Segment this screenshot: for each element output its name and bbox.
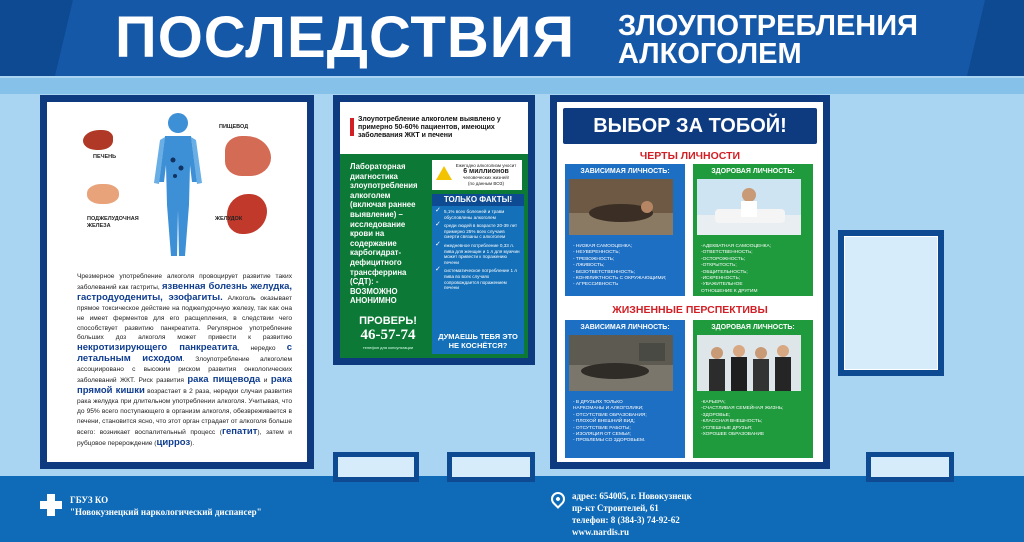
- dependent-life-photo: [569, 335, 673, 391]
- lab-diagnostics-text: Лабораторная диагностика злоупотребления алкоголем (включая раннее выявление) – исследование крови на содержание карбогидрат-дефицитного трансферрина (CДТ): - ВОЗМОЖНО АНОНИМНО: [350, 162, 418, 306]
- dependent-person-photo: [569, 179, 673, 235]
- medical-cross-icon: [40, 494, 62, 516]
- text-part: и: [260, 377, 271, 385]
- subtitle-line-2: АЛКОГОЛЕМ: [618, 38, 802, 70]
- subtitle-line-1: ЗЛОУПОТРЕБЛЕНИЯ: [618, 10, 918, 42]
- text-part: ).: [190, 439, 195, 447]
- text-part: Чрезмерное употребление алкоголя провоцирует развитие таких заболеваний как гастриты,: [77, 273, 292, 291]
- label-pancreas-2: ЖЕЛЕЗА: [87, 223, 111, 229]
- stat-post: человеческих жизней!: [463, 175, 509, 180]
- life-item: -КЛАССНАЯ ВНЕШНОСТЬ;: [701, 419, 763, 425]
- life-item: -УСПЕШНЫЕ ДРУЗЬЯ;: [701, 425, 753, 431]
- address-line-1: адрес: 654005, г. Новокузнецк: [572, 491, 692, 501]
- red-accent-bar: [350, 118, 354, 136]
- text-highlight: рака прямой кишки: [77, 374, 292, 396]
- trait-item: - ЛЖИВОСТЬ;: [573, 263, 605, 269]
- facts-box: [432, 194, 524, 354]
- life-item: - В ДРУЗЬЯХ ТОЛЬКО: [573, 400, 623, 405]
- life-item: - ПРОБЛЕМЫ СО ЗДОРОВЬЕМ.: [573, 438, 646, 444]
- life-item: - ПЛОХОЙ ВНЕШНИЙ ВИД;: [573, 419, 635, 425]
- fact-item: ✓ 5,1% всех болезней и травм обусловлены алкоголем: [444, 209, 520, 220]
- trait-item: -ОБЩИТЕЛЬНОСТЬ;: [701, 269, 748, 275]
- trait-item: -ОСТОРОЖНОСТЬ;: [701, 256, 746, 262]
- trait-item: - НЕУВЕРЕННОСТЬ;: [573, 250, 620, 256]
- label-esophagus: ПИЩЕВОД: [219, 124, 249, 130]
- poster-choice: [550, 95, 830, 469]
- text-highlight: с летальным исходом: [77, 342, 292, 365]
- life-item: -КАРЬЕРА;: [701, 400, 726, 405]
- choice-title: ВЫБОР ЗА ТОБОЙ!: [563, 108, 817, 144]
- clinic-org-line-2: "Новокузнецкий наркологический диспансер": [70, 507, 262, 517]
- text-highlight: гепатит: [222, 425, 258, 437]
- life-item: -СЧАСТЛИВАЯ СЕМЕЙНАЯ ЖИЗНЬ;: [701, 406, 784, 412]
- poster-diagnostics: [333, 95, 535, 365]
- poster-lead-text: Злоупотребление алкоголем выявлено у примерно 50-60% пациентов, имеющих заболевания ЖКТ и печени: [358, 116, 501, 139]
- life-item: НАРКОМАНЫ И АЛКОГОЛИКИ;: [573, 406, 644, 412]
- healthy-heading: ЗДОРОВАЯ ЛИЧНОСТЬ:: [711, 168, 795, 175]
- healthy-traits-list: [697, 244, 809, 295]
- traits-title: ЧЕРТЫ ЛИЧНОСТИ: [639, 150, 741, 162]
- closing-question: ДУМАЕШЬ ТЕБЯ ЭТО НЕ КОСНЁТСЯ?: [438, 332, 518, 350]
- page-title: ПОСЛЕДСТВИЯ: [115, 5, 576, 70]
- life-item: -ЗДОРОВЬЕ;: [701, 412, 731, 418]
- text-part: ), затем и рубцовое перерождение (: [77, 428, 292, 447]
- text-part: Алкоголь оказывает прямое токсическое действие на поджелудочную железу, так как она не имеет ферментов для его расщепления, в следствии чего способствует развитию панкреатита. Регулярное употребление больших доз алкоголя может привести к развитию: [77, 294, 293, 342]
- life-item: - ИЗОЛЯЦИЯ ОТ СЕМЬИ;: [573, 432, 631, 438]
- dependent-traits-list: [569, 244, 681, 289]
- trait-item: - АГРЕССИВНОСТЬ: [573, 282, 619, 288]
- trait-item: -АДЕКВАТНАЯ САМООЦЕНКА;: [701, 244, 772, 249]
- stomach-illustration: [227, 194, 267, 234]
- label-liver: ПЕЧЕНЬ: [93, 154, 117, 160]
- text-part: возрастает в 2 раза, нередки случаи развития рака желудка при длительном употреблении алкоголя. Учитывая, что до 95% всего поступающего в организм алкоголя, обезвреживается в печени, становится ясно, что этот орган страдает от алкоголя больше всего: возникает воспалительный процесс (: [77, 387, 292, 436]
- life-title: ЖИЗНЕННЫЕ ПЕРСПЕКТИВЫ: [612, 304, 768, 316]
- consultation-phone: 46-57-74: [360, 327, 416, 343]
- warning-triangle-icon: [436, 166, 452, 180]
- clinic-name: [70, 494, 262, 518]
- phone-number: телефон: 8 (384-3) 74-92-62: [572, 515, 680, 525]
- life-item: - ОТСУТСТВИЕ ОБРАЗОВАНИЯ;: [573, 412, 647, 418]
- healthy-person-photo: [697, 179, 801, 235]
- text-highlight: некротизирующего панкреатита: [77, 342, 238, 354]
- header-band: [0, 78, 1024, 94]
- check-callout: ПРОВЕРЬ!: [359, 315, 417, 327]
- trait-item: - ТРЕВОЖНОСТЬ;: [573, 256, 615, 262]
- trait-item: -ОТВЕТСТВЕННОСТЬ;: [701, 250, 753, 256]
- trait-item: -УВАЖИТЕЛЬНОЕ: [701, 282, 743, 288]
- trait-item: - НИЗКАЯ САМООЦЕНКА;: [573, 244, 633, 249]
- trait-item: -ИСКРЕННОСТЬ;: [701, 276, 741, 282]
- dependent-life-box: [565, 320, 685, 458]
- trait-item: - КОНФЛИКТНОСТЬ С ОКРУЖАЮЩИМИ;: [573, 276, 667, 282]
- dependent-traits-box: [565, 164, 685, 296]
- healthy-life-list: [697, 400, 809, 438]
- clinic-org-line-1: ГБУЗ КО: [70, 495, 109, 505]
- trait-item: -ОТКРЫТОСТЬ;: [701, 263, 737, 269]
- text-part: , нередко: [237, 345, 287, 353]
- brochure-pocket[interactable]: [866, 452, 954, 482]
- healthy-heading: ЗДОРОВАЯ ЛИЧНОСТЬ:: [711, 324, 795, 331]
- brochure-pocket[interactable]: [447, 452, 535, 482]
- life-item: -ХОРОШЕЕ ОБРАЗОВАНИЕ: [701, 432, 765, 438]
- text-part: . Злоупотребление алкоголем ассоциировано с высоким риском развития онкологических заболеваний ЖКТ. Риск развития: [77, 356, 292, 385]
- trait-item: ОТНОШЕНИЕ К ДРУГИМ: [701, 288, 758, 294]
- healthy-traits-box: [693, 164, 813, 296]
- liver-illustration: [83, 130, 113, 150]
- human-body-illustration: [145, 110, 211, 260]
- fact-item: ✓ ежедневное потребление 0,33 л. пива для женщин и 1 л для мужчин может привести к поражению печени: [444, 243, 520, 265]
- esophagus-illustration: [225, 136, 271, 176]
- website-link[interactable]: www.nardis.ru: [572, 527, 630, 537]
- fact-item: ✓ среди людей в возрасте 20-39 лет примерно 25% всех случаев смерти связаны с алкоголем: [444, 223, 520, 240]
- poster-organ-damage: [40, 95, 314, 469]
- page-subtitle: [618, 12, 918, 68]
- organ-damage-text: [77, 272, 292, 448]
- pancreas-illustration: [87, 184, 119, 204]
- stat-pre: Ежегодно алкоголизм уносит: [455, 163, 517, 168]
- fact-item: ✓ систематическое потребление 1 л пива во всех случаях сопровождается поражением печени: [444, 268, 520, 290]
- brochure-pocket[interactable]: [333, 452, 419, 482]
- stat-number: 6 миллионов: [463, 168, 509, 175]
- healthy-life-box: [693, 320, 813, 458]
- label-pancreas-1: ПОДЖЕЛУДОЧНАЯ: [87, 216, 139, 222]
- dependent-heading: ЗАВИСИМАЯ ЛИЧНОСТЬ:: [580, 324, 670, 331]
- address-line-2: пр-кт Строителей, 61: [572, 503, 659, 513]
- text-highlight: цирроз: [156, 436, 191, 448]
- dependent-life-list: [569, 400, 681, 445]
- healthy-life-photo: [697, 335, 801, 391]
- phone-caption: телефон для консультации: [362, 345, 414, 350]
- text-highlight: язвенная болезнь желудка, гастродуодениты, эзофагиты.: [77, 280, 292, 303]
- text-highlight: рака пищевода: [187, 374, 261, 386]
- life-item: - ОТСУТСТВИЕ РАБОТЫ;: [573, 425, 631, 431]
- facts-title: ТОЛЬКО ФАКТЫ!: [432, 194, 524, 206]
- stat-box: [432, 160, 522, 190]
- label-stomach: ЖЕЛУДОК: [215, 216, 243, 222]
- stat-text: [454, 163, 518, 187]
- stat-source: (по данным ВОЗ): [468, 181, 504, 186]
- brochure-pocket[interactable]: [838, 230, 944, 376]
- contact-block: [572, 490, 692, 538]
- trait-item: - БЕЗОТВЕТСТВЕННОСТЬ;: [573, 269, 636, 275]
- dependent-heading: ЗАВИСИМАЯ ЛИЧНОСТЬ:: [580, 168, 670, 175]
